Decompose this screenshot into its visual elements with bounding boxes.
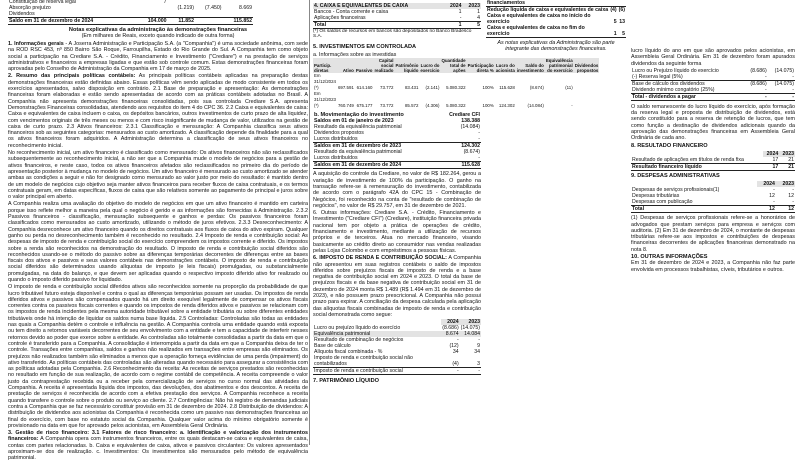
column-1 (8, 0, 308, 462)
income-tax-table (313, 319, 481, 375)
row-label: Saldo em 31 de dezembro de 2024 (8, 18, 137, 25)
table-row: Resultado da equivalência patrimonial (14.084) (314, 124, 480, 131)
table-row-total: Saldo em 31 de dezembro de 2024 104.000 11.852 115.852 (9, 18, 252, 24)
table-header: b. Movimentação do investimento Crediare CFI (314, 112, 480, 119)
table-row: Imposto de renda e contribuição social - - (314, 368, 480, 375)
note-paragraph: 6. Outras informações: Crediare S.A. - Crédito, Financiamento e Investimento ("Crediare CFI") (Crediare), instituição financeira privada nacional tem por objeto a prática de operações de crédito, financiamento e investimento, mediante a utilização de recursos próprios e de terceiros. Atua no mercado financeiro, visando basicamente ao crédito direto ao consumidor nas vendas realizadas pelas Lojas Colombo e com empréstimos a pessoas físicas. (313, 210, 481, 254)
table-row: Alíquota fiscal combinada - % 34 34 (314, 349, 480, 356)
note-paragraph: 1. Informações gerais - A Joserra Administração e Participação S.A. (a "Companhia") é uma sociedade anônima, com sede na ROD RSC 453, nº 850 Bairro São Roque, Farroupilha, Estado do Rio Grande do Sul. A Companhia tem como objeto social a participação na Crediare S.A. - Crédito, Financiamento e Investimento ("Crediare") e na prestação de serviços administrativos e financeiros a empresas ligadas e que estão sob controle comum. Estas demonstrações financeiras foram aprovadas pelo Conselho de Administração da Companhia em 17 de março de 2025. (8, 41, 308, 73)
note-paragraph: 3. Gestão de risco financeiro: 3.1 Fatores de risco financeiro: a. Identificação e valorização dos instrumentos financeiros: A Companhia opera com instrumentos financeiros, entre os quais destacam-se caixa e equivalentes de caixa, contas com partes relacionadas. b. Caixa e equivalentes de caixa, ativos e passivos circulantes: Os valores apresentados aproximam-se dos de realização. c. Investimentos: Os investimentos são mensurados pelo método de equivalência patrimonial. (8, 430, 308, 462)
table-row: Lucro ou Prejuízo líquido do exercício (8.686) (14.075) (632, 67, 794, 74)
section-title: 8. RESULTADO FINANCEIRO (631, 142, 708, 149)
movement-table (313, 112, 481, 169)
financial-result-table (631, 151, 795, 171)
table-row: Dividendo mínimo congatório (25%) - - (632, 86, 794, 93)
table-header: Particip. diretas Ativo Passivo Capital social realizado Patrimônio líquido Lucro do exercício Quantidade total de ações Participação direta % Lucro do acionista Saldo do investimento Equivalência patrimonial do exercício Dividendos propostos (314, 58, 599, 74)
table-row: Lucro ou prejuízo líquido do exercício (8.686) (14.075) (314, 325, 480, 332)
table-row: Total 12 12 (632, 206, 794, 213)
cash-footnote: (*) Os saldos de recursos em bancos são depositados no Banco Bradesco S.A. (313, 29, 472, 40)
notes-title: Notas explicativas da administração às demonstrações financeiras (68, 27, 248, 33)
table-row: Caixa e equivalentes de caixa no fim do exercício 1 5 (487, 25, 625, 37)
notes-header (8, 27, 308, 39)
row-label: Constituição de reserva legal (9, 0, 76, 5)
notes-reference: As notas explicativas da Administração são parte integrante das demonstrações financeiras. (497, 40, 615, 53)
note-paragraph: No reconhecimento inicial, um ativo financeiro é classificado como mensurado: Os ativos financeiros não são reclassificados subsequentemente ao reconhecimento inicial, a não ser que a Companhia mude o modelo de negócios para a gestão de ativos financeiros, e neste caso, todos os ativos financeiros afetados são reclassificados no primeiro dia do período de apresentação posterior à mudança no modelo de negócios. Um ativo financeiro é mensurado ao custo amortizado se atender ambas as condições a seguir e não for designado como mensurado ao valor justo por meio do resultado: é mantido dentro de um modelo de negócios cujo objetivo seja manter ativos financeiros para receber fluxos de caixa contratuais, e os termos contratuais geram, em datas específicas, fluxos de caixa que são relativos somente ao pagamento de principal e juros sobre o valor principal em aberto. (8, 150, 308, 201)
table-row: Absorção prejuízo (1.219) (7.450) 8.669 (9, 5, 252, 11)
notes-subtitle: (Em milhares de Reais, exceto quando indicado de outra forma) (81, 33, 235, 39)
cash-table (313, 3, 481, 29)
table-row: Lucros distribuídos - (314, 155, 480, 162)
table-header: 4. CAIXA E EQUIVALENTES DE CAIXA 2024 2023 (314, 3, 480, 9)
table-row: Dividendos propostos - (314, 130, 480, 137)
table-row: Imposto de renda e contribuição social não contabilizados (4) 3 (314, 355, 480, 368)
table-row: Saldos em 31 de dezembro de 2023 124.302 (314, 143, 480, 150)
table-row-total: Total 1 5 (314, 22, 480, 28)
table-row: Saldos em 01 de janeiro de 2023 138.388 (314, 118, 480, 125)
section-title: 9. DESPESAS ADMINISTRATIVAS (631, 172, 720, 179)
table-row: Despesas tributárias 12 12 (632, 193, 794, 200)
note-paragraph: 6. IMPOSTO DE RENDA E CONTRIBUIÇÃO SOCIAL: A Companhia não apresentou em suas registros contábeis o saldo de impostos diferidos sobre prejuízos fiscais de imposto de renda e a base negativa de contribuição social em 2024 e 2023. O total da base de prejuízos fiscais e da base negativa de contribuição social em 31 de dezembro de 2024 monta R$ 1.489 (R$ 1.494 em 31 de dezembro de 2023), e não possuem prazo prescricional. A Companhia não possui prazo para expirar. A conciliação da despesa calculada pela aplicação das alíquotas fiscais combinadas de imposto de renda e contribuição social demonstrada como segue: (313, 255, 481, 318)
note-paragraph: O saldo remanescente do lucro líquido do exercício, após formação da reserva legal e proposta de distribuição de dividendos, está sendo constituído para a reserva de retenção de lucros, que tem como função a destinação de dividendos adicionais quando da aprovação das demonstrações financeiras em Assembleia Geral Ordinária de cada ano. (631, 103, 795, 142)
note-paragraph: O imposto de renda e contribuição social diferidos ativos são reconhecidos somente na proporção da probabilidade de que lucro tributável futuro esteja disponível e contra o qual as diferenças temporárias possam ser usadas. Os impostos de renda diferidos ativos e passivos são compensados quando há um direito exequível legalmente de compensar os ativos fiscais correntes contra os passivos fiscais correntes e quando os impostos de renda diferidos ativos e passivos se relacionam com os impostos de renda incidentes pela mesma autoridade tributável sobre a entidade tributária ou sobre diferentes entidades tributáveis onde há intenção de liquidar os saldos numa base líquida. 2.5 Controladas: Controladas são todas as entidades nas quais a Companhia detém o controle e influência na gestão. A Companhia controla uma entidade quando está exposta ou tem direito a retornos variáveis decorrentes de seu envolvimento com a entidade e tem a capacidade de interferir nesses retornos devido ao poder que exerce sobre a entidade. As controladas são totalmente consolidadas a partir da data em que o controle é transferido para a Companhia. A consolidação é interrompida a partir da data em que a Companhia deixa de ter o controle. Transações entre companhias, saldos e ganhos não realizados em transações entre empresas são eliminados. Os prejuízos não realizados também são eliminados a menos que a operação forneça evidências de uma perda (impairment) do ativo transferido. As políticas contábeis das controladas são alteradas quando necessário para assegurar a consistência com as políticas adotadas pela Companhia. 2.6 Reconhecimento da receita: As receitas de serviços prestados são reconhecidas no resultado em função de sua realização, de acordo com o regime contábil de competência. A receita compreende o valor justo da contraprestação recebida ou a receber pela comercialização de serviços no curso normal das atividades da Companhia. A receita é apresentada líquida dos impostos, das devoluções, dos abatimentos e dos descontos. A receita de prestação de serviços é reconhecida de acordo com a efetiva prestação dos serviços. A Companhia reconhece a receita quando transfere o controle sobre o produto ou serviço ao cliente. 2.7 Contingências: Não há registro de demandas judiciais contra a Companhia que se faz necessário constituir provisão em 31 de dezembro de 2024. 2.8 Distribuição de dividendos: A distribuição de dividendos aos acionistas da Companhia é reconhecida como um passivo nas demonstrações financeiras ao final do exercício, com base no estatuto social da Companhia. Qualquer valor acima do mínimo obrigatório somente é provisionado na data em que for aprovado pelos acionistas, em Assembleia Geral Ordinária. (8, 284, 308, 429)
section-title: 10. OUTRAS INFORMAÇÕES (631, 254, 708, 261)
note-paragraph: lucro líquido do ano em que são aprovados pelos acionistas, em Assembleia Geral Ordinária. Em 31 de dezembro foram apurados dividendos da seguinte forma (631, 48, 795, 67)
table-row: Aplicações financeiras - 4 (314, 15, 480, 21)
note-paragraph: A Companhia realiza uma avaliação do objetivo do modelo de negócios em que um ativo financeiro é mantido em carteira porque isso reflete melhor a maneira pela qual o negócio é gerido e as informações são fornecidas à Administração. 2.3.2 Passivos financeiros - classificação, mensuração subsequente e ganhos e perdas: Os passivos financeiros foram classificados como mensurados ao custo amortizado, utilizando o método de juros efetivos. 2.3.3 Desreconhecimento: A Companhia desreconhece um ativo financeiro quando os direitos contratuais aos fluxos de caixa do ativo expiram. Qualquer ganho ou perda no desreconhecimento também é reconhecido no resultado. 2.4 Imposto de renda e contribuição social: As despesas de imposto de renda e contribuição social do exercício compreendem os impostos corrente e diferido. Os impostos sobre a renda são reconhecidos na demonstração do resultado. O imposto de renda e contribuição social diferidos são reconhecidos usando-se o método do passivo sobre as diferenças temporárias decorrentes de diferenças entre as bases fiscais dos ativos e passivos e seus valores contábeis nas demonstrações contábeis. O imposto de renda e contribuição social diferidos são determinados usando alíquotas de imposto (e leis fiscais) promulgadas, ou substancialmente promulgadas, na data do balanço, e que devem ser aplicadas quando o respectivo imposto diferido ativo for realizado ou quando o imposto diferido passivo for liquidado. (8, 201, 308, 283)
table-row: Base de cálculo (12) 9 (314, 343, 480, 350)
column-4 (631, 0, 795, 445)
table-row: Resultado financeiro líquido 17 21 (632, 163, 794, 170)
table-row: Resultado de aplicações em títulos de renda fixa 17 21 (632, 156, 794, 163)
table-row: (-) Reserva legal (5%) - - (632, 73, 794, 80)
subsection-title: a. Informações sobre as investidas (313, 52, 397, 59)
section-title: 7. PATRIMÔNIO LÍQUIDO (313, 378, 379, 385)
table-row: Despesas com publicação - - (632, 199, 794, 206)
row-label: Dividendos (9, 11, 35, 17)
table-row: Em 31/12/2023 (*) 760.749 675.177 73.772 85.572 (4.306) 5.080.322 100% 124.302 (14.084) - (314, 91, 573, 109)
table-header: 2024 2023 (631, 151, 795, 157)
table-row: Base de cálculo dos dividendos (8.686) (14.075) (632, 80, 794, 87)
table-row: Lucros distribuídos - (314, 136, 480, 143)
note-paragraph: (1) Despesas de serviços profissionais refere-se a honorários de advogados que prestam serviços para empresa e serviços com auditoria. (2) Em 31 de dezembro de 2024, o montante de despesas tributárias refere-se aos impostos e contribuições de despesas financeiras decorrentes de aplicações financeiras demonstrado na nota 8. (631, 215, 795, 253)
table-row: Redução líquida de caixa e equivalentes de caixa (4) (6) (487, 7, 625, 13)
admin-expenses-table (631, 181, 795, 213)
row-label: Absorção prejuízo (9, 5, 51, 11)
cashflow-tail-table (486, 0, 626, 38)
table-row: Saldos em 31 de dezembro de 2024 115.628 (314, 162, 480, 169)
dividends-table (631, 68, 795, 101)
table-row: Em 31/12/2024 (*) 697.591 614.160 73.772 83.431 (2.141) 5.080.322 100% 115.628 (8.674) (11) (314, 73, 573, 91)
note-paragraph: 2. Resumo das principais políticas contábeis: As principais políticas contábeis aplicadas na preparação destas demonstrações financeiras estão definidas abaixo. Essas políticas vêm sendo aplicadas de modo consistente em todos os exercícios apresentados, salvo disposição em contrário. 2.1 Base de preparação e apresentação: As demonstrações financeiras foram elaboradas e estão sendo apresentadas de acordo com as práticas contábeis adotadas no Brasil. A Companhia não apresenta demonstrações financeiras consolidadas, pois sua controlada Crediare S.A. apresenta Demonstrações Financeiras consolidadas, atendendo aos requisitos do item 4 do CPC 36. 2.2 Caixa e equivalentes de caixa: Caixa e equivalentes de caixa incluem o caixa, os depósitos bancários, outros investimentos de curto prazo de alta liquidez, com vencimentos originais de três meses ou menos e com risco insignificante de mudança de valor, utilizados na gestão de caixa de curto prazo. 2.3 Ativos financeiros: 2.3.1 Classificação e mensuração: A Companhia classifica seus ativos financeiros sob as seguintes categorias: mensurados ao custo amortizado. A classificação depende da finalidade para a qual os ativos financeiros foram adquiridos. A Administração determina a classificação de seus ativos financeiros no reconhecimento inicial. (8, 73, 308, 149)
table-row: Equivalência patrimonial 8.674 14.084 (314, 331, 480, 338)
table-row: Despesas de serviços profissionais(1) - - (632, 187, 794, 194)
table-row: Resultado de combinação de negócios - - (314, 337, 480, 344)
table-header: 2024 2023 (313, 319, 481, 325)
column-3 (486, 0, 626, 445)
table-row: financiamentos (487, 0, 526, 6)
note-paragraph: Em 31 de dezembro de 2024 e 2023, a Companhia não faz parte envolvida em processos trabalhistas, cíveis, tributários e outros. (631, 260, 795, 273)
table-row: Bancos - Conta corrente e caixa 1 1 (314, 9, 480, 15)
equity-table (8, 0, 253, 25)
note-paragraph: A aquisição do controle da Crediare, no valor de R$ 182.264, gerou a variação de investimento de 100% da participação. O ganho na transação refere-se à remensuração do investimento, contabilizada de acordo com o parágrafo 42A do CPC 15 - Combinação de Negócios, foi reconhecido na conta de "resultado de combinação de negócios", no valor de R$ 29.757, em 31 de dezembro de 2021. (313, 171, 481, 209)
table-row: Total - dividendos a pagar - - (632, 93, 794, 100)
section-title: 5. INVESTIMENTOS EM CONTROLADA (313, 43, 417, 50)
table-row: Caixa e equivalentes de caixa no início do exercício 5 13 (487, 13, 625, 25)
table-row: Constituição de reserva legal 7 (9, 0, 167, 5)
table-header: 2024 2023 (631, 181, 795, 187)
table-row: Resultado da equivalência patrimonial (8.674) (314, 149, 480, 156)
